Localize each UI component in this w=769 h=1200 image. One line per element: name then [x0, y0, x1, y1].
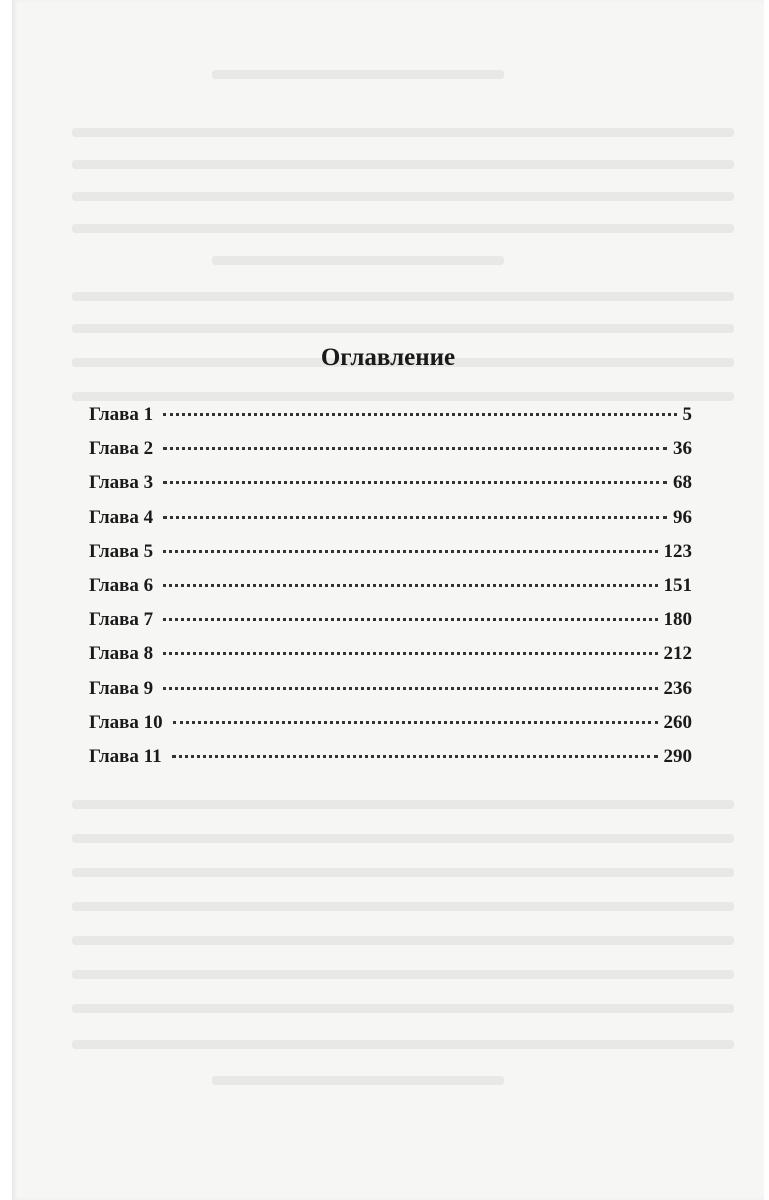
chapter-label: Глава 3	[89, 472, 154, 494]
toc-entry	[89, 541, 692, 575]
toc-entry	[89, 438, 692, 472]
toc-entry	[89, 746, 692, 780]
page-number: 36	[673, 438, 692, 460]
dot-leader	[163, 550, 657, 553]
dot-leader	[163, 516, 667, 519]
page-number: 260	[663, 711, 692, 733]
dot-leader	[173, 721, 658, 724]
dot-leader	[163, 481, 667, 484]
page-number: 212	[663, 643, 692, 665]
chapter-label: Глава 4	[89, 506, 154, 528]
toc-entry	[89, 507, 692, 541]
page-number: 5	[682, 404, 692, 425]
chapter-label: Глава 9	[89, 677, 154, 699]
page-number: 123	[663, 540, 692, 562]
toc-entry	[89, 609, 692, 643]
dot-leader	[163, 687, 657, 690]
toc-entry	[89, 643, 692, 677]
dot-leader	[163, 652, 657, 655]
dot-leader	[163, 618, 657, 621]
page-number: 180	[663, 609, 692, 631]
page-number: 151	[663, 574, 692, 596]
chapter-label: Глава 10	[89, 711, 163, 733]
toc-entry	[89, 472, 692, 506]
toc-entry	[89, 712, 692, 746]
toc-entry	[89, 404, 692, 438]
chapter-label: Глава 1	[89, 404, 154, 425]
dot-leader	[172, 755, 658, 758]
toc-title: Оглавление	[320, 344, 456, 371]
chapter-label: Глава 2	[89, 438, 154, 460]
page-number: 96	[673, 506, 692, 528]
chapter-label: Глава 6	[89, 574, 154, 596]
paper-sheet	[12, 0, 764, 1200]
chapter-label: Глава 11	[89, 745, 162, 767]
toc-entry	[89, 678, 692, 712]
dot-leader	[163, 413, 676, 416]
dot-leader	[163, 447, 667, 450]
page-number: 68	[673, 472, 692, 494]
table-of-contents	[89, 404, 692, 780]
chapter-label: Глава 5	[89, 540, 154, 562]
page-number: 290	[663, 745, 692, 767]
chapter-label: Глава 7	[89, 609, 154, 631]
page-number: 236	[663, 677, 692, 699]
dot-leader	[163, 584, 657, 587]
chapter-label: Глава 8	[89, 643, 154, 665]
toc-entry	[89, 575, 692, 609]
